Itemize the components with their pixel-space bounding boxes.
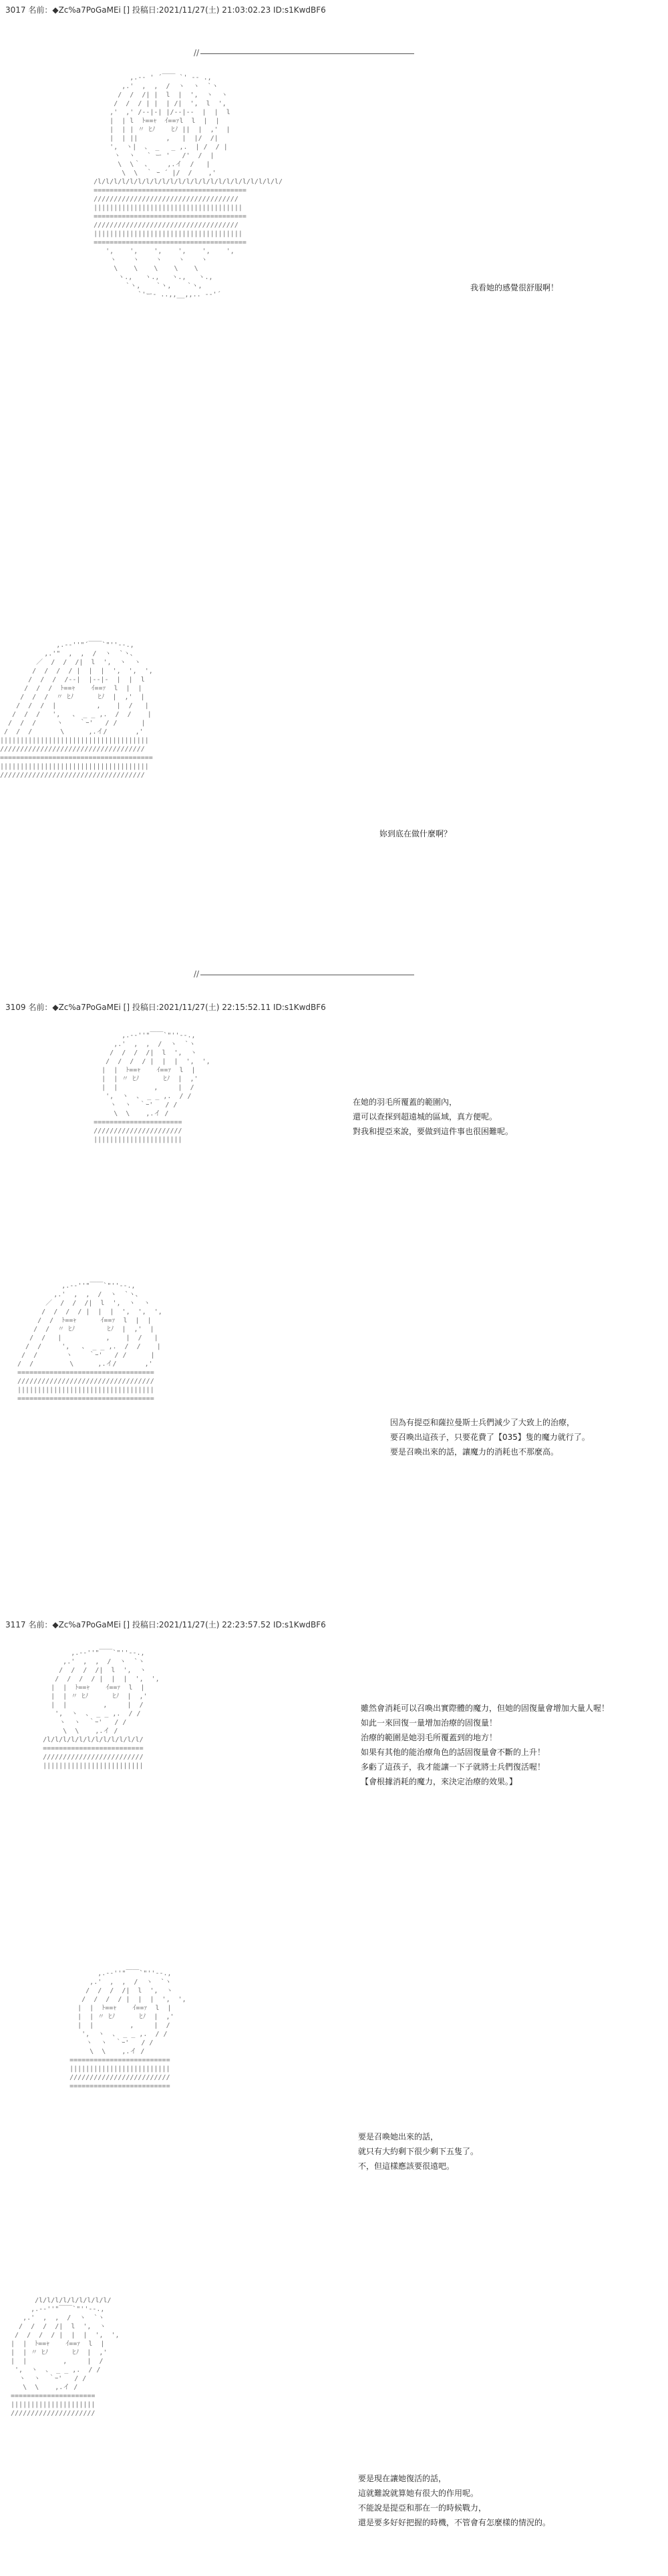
dialogue-box — [390, 1415, 590, 1459]
dialogue-line: 在她的羽毛所覆蓋的範圍內， — [353, 1097, 458, 1107]
dialogue-box — [358, 2129, 478, 2173]
post-divider — [200, 53, 414, 54]
post-divider-mark: // — [194, 969, 200, 979]
post-divider-mark: // — [194, 48, 200, 57]
post-header: 3117 名前：◆Zc%a7PoGaMEi [] 投稿日:2021/11/27(土) 22:23:57.52 ID:s1KwdBF6 — [5, 1620, 326, 1629]
dialogue-line: 對我和提亞來說，要做到這件事也很困難呢。 — [353, 1127, 514, 1136]
dialogue-line: 還是要多好好把握的時機，不管會有怎麼樣的情況的。 — [358, 2518, 551, 2527]
dialogue-line: 如此一來回復一量增加治療的固復量！ — [361, 1718, 498, 1728]
dialogue-line: 我看她的感覺很舒服啊！ — [470, 283, 559, 292]
dialogue-line: 如果有其他的能治療角色的話固復量會不斷的上升！ — [361, 1748, 546, 1757]
dialogue-box — [353, 1095, 513, 1139]
ascii-art-panel: ,.-‐''"￣￣`"''‐-., ,.' , , / ヽ `ヽ、 ／ / / /| l ', ヽ ヽ / / / / | | | ', ', ', / / ﾄ==ｬ ｲ==ｧ l | | / / 〃 ﾋﾉ ﾋﾉ | ,' | / / | , | / | / / ', 、 _ _ ,. / / | / / ヽ ｀ｰ' / / | / / \ ,.イ/ ,' ================================== ////////////////////////////////// |||||||||||||||||||||||||||||||||| ================================== — [17, 1282, 162, 1402]
dialogue-line: 因為有提亞和薩拉曼斯士兵們減少了大致上的治療， — [390, 1418, 575, 1427]
dialogue-box — [358, 2471, 550, 2530]
dialogue-line: 不能說是提亞和那在一的時候戰力， — [358, 2503, 487, 2513]
dialogue-line: 要召喚出這孩子，只要花費了【035】隻的魔力就行了。 — [390, 1433, 590, 1442]
ascii-art-panel: /l/l/l/l/l/l/l/l/l/ ,.-‐''"￣￣`"''‐-., ,.' , , / ヽ `ヽ / / / /| l ', ヽ / / / / | | | ', ', | | ﾄ==ｬ ｲ==ｧ l | | | 〃 ﾋﾉ ﾋﾉ | ,' | | , | / ', ヽ 、 _ _ ,. / / ヽ ヽ ｀ｰ' / / \ \ ,.イ / ===================== ||||||||||||||||||||| ///////////////////// — [11, 2297, 120, 2417]
dialogue-line: 不，但這樣應該要很遠吧。 — [358, 2161, 455, 2171]
dialogue-line: 這就難說就算她有很大的作用呢。 — [358, 2489, 479, 2498]
dialogue-line: 要是現在讓她復活的話， — [358, 2474, 447, 2483]
dialogue-box — [379, 826, 452, 841]
post-header: 3109 名前：◆Zc%a7PoGaMEi [] 投稿日:2021/11/27(土) 22:15:52.11 ID:s1KwdBF6 — [5, 1003, 326, 1012]
dialogue-line: 【會根據消耗的魔力，來決定治療的效果。】 — [361, 1777, 518, 1786]
dialogue-line: 要是召喚她出來的話， — [358, 2132, 439, 2141]
dialogue-line: 還可以查探到超遠城的區域，真方便呢。 — [353, 1112, 498, 1121]
dialogue-line: 妳到底在做什麼啊？ — [379, 829, 452, 838]
ascii-art-panel: ,.-‐''"´￣￣`"''‐-., ,.'" , , / ヽ `ヽ、 ／ / / /| l ', ヽ ヽ / / / / | | | ', ', ', / / / /‐-| |‐-|‐ | | l / / / ﾄ==ｬ ｲ==ｧ l | | / / / 〃 ﾋﾉ ﾋﾉ | ,' | / / / | , | / | / / / ', 、 _ _ ,. / / | / / / ヽ ｀ｰ' / / | / / / \ ,.イ/ ,' ||||||||||||||||||||||||||||||||||||| //////////////////////////////////// ====================================== ||||||||||||||||||||||||||||||||||||| //////////////////////////////////// — [0, 641, 153, 779]
ascii-art-panel: ,.-‐''"￣￣`"''‐-., ,.' , , / ヽ `ヽ / / / /| l ', ヽ / / / / | | | ', ', | | ﾄ==ｬ ｲ==ｧ l | | | 〃 ﾋﾉ ﾋﾉ | ,' | | , | / ', ヽ 、 _ _ ,. / / ヽ ヽ ｀ｰ' / / \ \ ,.イ / /l/l/l/l/l/l/l/l/l/l/l/l/ ========================= ///////////////////////// ||||||||||||||||||||||||| — [43, 1649, 160, 1770]
dialogue-line: 就只有大約剩下很少剩下五隻了。 — [358, 2147, 479, 2156]
dialogue-line: 要是召喚出來的話，讓魔力的消耗也不那麼高。 — [390, 1447, 559, 1457]
dialogue-line: 多虧了這孩子，我才能讓一下子就將士兵們復活喔！ — [361, 1762, 546, 1772]
post-header: 3017 名前：◆Zc%a7PoGaMEi [] 投稿日:2021/11/27(土) 21:03:02.23 ID:s1KwdBF6 — [5, 5, 326, 15]
ascii-art-panel: ,.-‐''"￣￣`"''‐-., ,.' , , / ヽ `ヽ / / / /| l ', ヽ / / / / | | | ', ', | | ﾄ==ｬ ｲ==ｧ l | | | 〃 ﾋﾉ ﾋﾉ | ,' | | , | / ', ヽ 、 _ _ ,. / / ヽ ヽ ｀ｰ' / / \ \ ,.イ / ========================= ||||||||||||||||||||||||| ///////////////////////// ========================= — [69, 1970, 186, 2090]
dialogue-box — [361, 1701, 609, 1789]
ascii-art-panel: ,.-‐''"￣￣`"''‐-., ,.' , , / ヽ `ヽ / / / /| l ', ヽ / / / / | | | ', ', | | ﾄ==ｬ ｲ==ｧ l | | | 〃 ﾋﾉ ﾋﾉ | ,' | | , | / ', ヽ 、 _ _ ,. / / ヽ ヽ ｀ｰ' / / \ \ ,.イ / ====================== ////////////////////// |||||||||||||||||||||| — [94, 1032, 210, 1143]
dialogue-line: 治療的範圍是她羽毛所覆蓋到的地方！ — [361, 1733, 498, 1742]
ascii-art-panel: ,.-‐ ' ´￣￣ `' ‐- ., ,.' , , / ヽ ヽ `ヽ / / /| | l | ', ヽ ヽ / / / | | | /| ', l ', ,' ,' /‐-|‐| |/-‐|‐- | | l | | l ﾄ==ｬ ｲ==ｧl l | | | | | 〃 ﾋﾉ ﾋﾉ || | ,' | | | || , | |/ /| ', ヽ| 、 _ _ ,. | / / | ヽ ヽ ` ー ' /' / | \ \｀ 、 ,.イ / | \ \ ｀ ｰ ´ |/ / ,' /l/l/l/l/l/l/l/l/l/l/l/l/l/l/l/l/l/l/l/l/l/l/l/ ====================================== //////////////////////////////////// ||||||||||||||||||||||||||||||||||||| ====================================== //////////////////////////////////// ||||||||||||||||||||||||||||||||||||| ====================================== ', ', ', ', ', ', ヽ ヽ ヽ ヽ ヽ \ \ \ \ \ ヽ., ヽ., ヽ., ヽ., `ヽ, `ヽ, `ヽ, `'ー- ..,,__,,.. -‐'´ — [94, 74, 283, 298]
dialogue-line: 雖然會消耗可以召喚出實際體的魔力，但她的固復量會增加大量人喔！ — [361, 1704, 610, 1713]
dialogue-box — [470, 280, 558, 295]
